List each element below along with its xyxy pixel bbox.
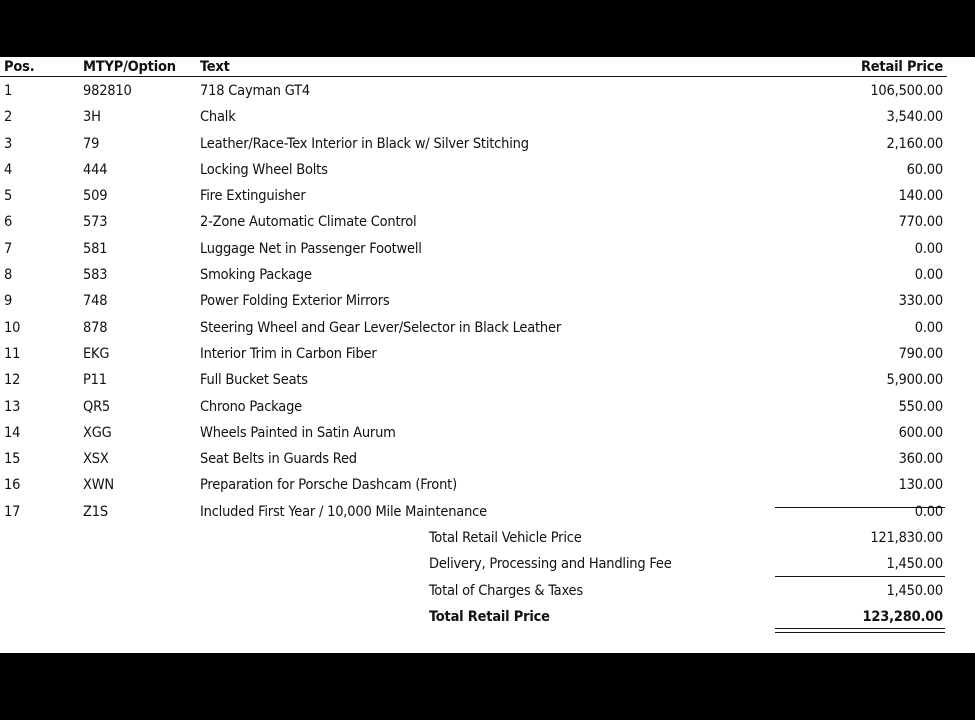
row-pos: 10: [4, 319, 21, 336]
row-pos: 5: [4, 188, 13, 205]
vehicle-price-value: 121,830.00: [870, 530, 943, 547]
price-sheet: [0, 57, 975, 653]
row-description: Smoking Package: [200, 267, 312, 284]
header-divider: [0, 76, 947, 77]
row-description: Locking Wheel Bolts: [200, 161, 328, 178]
table-row: [0, 394, 975, 420]
row-description: Included First Year / 10,000 Mile Maintenance: [200, 503, 487, 520]
table-row: [0, 288, 975, 314]
row-option-code: 79: [83, 135, 100, 152]
row-price: 140.00: [898, 188, 943, 205]
vehicle-price-label: Total Retail Vehicle Price: [429, 530, 582, 547]
header-pos: Pos.: [4, 59, 35, 75]
row-price: 0.00: [914, 503, 943, 520]
row-price: 0.00: [914, 319, 943, 336]
table-row: [0, 367, 975, 393]
row-pos: 4: [4, 161, 13, 178]
row-price: 60.00: [906, 161, 943, 178]
delivery-fee-value: 1,450.00: [886, 556, 943, 573]
table-row: [0, 78, 975, 104]
row-description: Interior Trim in Carbon Fiber: [200, 345, 377, 362]
row-description: Full Bucket Seats: [200, 372, 308, 389]
row-price: 106,500.00: [870, 83, 943, 99]
row-price: 360.00: [898, 451, 943, 468]
row-option-code: XGG: [83, 424, 112, 441]
row-price: 790.00: [898, 345, 943, 362]
summary-total-row: [0, 604, 975, 630]
row-description: 718 Cayman GT4: [200, 83, 311, 99]
options-table: [0, 57, 975, 630]
row-option-code: XWN: [83, 477, 114, 494]
row-pos: 15: [4, 451, 21, 468]
table-row: [0, 499, 975, 525]
row-option-code: P11: [83, 372, 107, 389]
row-description: Power Folding Exterior Mirrors: [200, 293, 390, 310]
row-price: 770.00: [898, 214, 943, 231]
row-description: Wheels Painted in Satin Aurum: [200, 424, 396, 441]
row-pos: 14: [4, 424, 21, 441]
charges-value: 1,450.00: [886, 582, 943, 599]
row-description: Fire Extinguisher: [200, 188, 306, 205]
header-price: Retail Price: [860, 59, 943, 75]
row-pos: 1: [4, 83, 13, 99]
row-price: 2,160.00: [886, 135, 943, 152]
table-header: [0, 57, 975, 78]
row-option-code: 982810: [83, 83, 132, 99]
header-text: Text: [200, 59, 230, 75]
row-pos: 13: [4, 398, 21, 415]
row-description: Preparation for Porsche Dashcam (Front): [200, 477, 457, 494]
row-price: 550.00: [898, 398, 943, 415]
row-pos: 7: [4, 240, 13, 257]
row-option-code: 581: [83, 240, 108, 257]
row-description: Luggage Net in Passenger Footwell: [200, 240, 422, 257]
item-rows: [0, 78, 975, 525]
row-option-code: 878: [83, 319, 108, 336]
header-option: MTYP/Option: [83, 59, 176, 75]
row-pos: 3: [4, 135, 13, 152]
row-pos: 2: [4, 109, 13, 126]
row-description: 2-Zone Automatic Climate Control: [200, 214, 417, 231]
subtotal-divider: [775, 507, 945, 508]
row-description: Chalk: [200, 109, 236, 126]
row-option-code: QR5: [83, 398, 111, 415]
row-option-code: 3H: [83, 109, 101, 126]
summary-delivery-row: [0, 551, 975, 577]
table-row: [0, 209, 975, 235]
row-pos: 12: [4, 372, 21, 389]
row-option-code: 583: [83, 267, 108, 284]
row-option-code: 748: [83, 293, 108, 310]
row-pos: 6: [4, 214, 13, 231]
row-pos: 16: [4, 477, 21, 494]
table-row: [0, 104, 975, 130]
table-row: [0, 183, 975, 209]
delivery-fee-label: Delivery, Processing and Handling Fee: [429, 556, 672, 573]
table-row: [0, 446, 975, 472]
summary-charges-row: [0, 578, 975, 604]
row-pos: 8: [4, 267, 13, 284]
table-row: [0, 262, 975, 288]
row-price: 600.00: [898, 424, 943, 441]
row-option-code: Z1S: [83, 503, 108, 520]
row-pos: 17: [4, 503, 21, 520]
table-row: [0, 157, 975, 183]
row-pos: 9: [4, 293, 13, 310]
row-description: Seat Belts in Guards Red: [200, 451, 357, 468]
row-pos: 11: [4, 345, 21, 362]
row-price: 0.00: [914, 240, 943, 257]
row-price: 330.00: [898, 293, 943, 310]
row-price: 3,540.00: [886, 109, 943, 126]
row-description: Chrono Package: [200, 398, 302, 415]
row-option-code: 573: [83, 214, 108, 231]
row-option-code: XSX: [83, 451, 109, 468]
row-price: 130.00: [898, 477, 943, 494]
table-row: [0, 236, 975, 262]
row-option-code: 509: [83, 188, 108, 205]
row-option-code: EKG: [83, 345, 110, 362]
table-row: [0, 420, 975, 446]
charges-label: Total of Charges & Taxes: [429, 582, 583, 599]
row-price: 0.00: [914, 267, 943, 284]
row-description: Leather/Race-Tex Interior in Black w/ Silver Stitching: [200, 135, 529, 152]
table-row: [0, 315, 975, 341]
row-price: 5,900.00: [886, 372, 943, 389]
summary-vehicle-row: [0, 525, 975, 551]
total-price-value: 123,280.00: [862, 608, 943, 625]
row-option-code: 444: [83, 161, 108, 178]
table-row: [0, 472, 975, 498]
table-row: [0, 341, 975, 367]
table-row: [0, 131, 975, 157]
row-description: Steering Wheel and Gear Lever/Selector in Black Leather: [200, 319, 561, 336]
total-price-label: Total Retail Price: [429, 608, 550, 625]
total-double-underline: [775, 628, 945, 633]
